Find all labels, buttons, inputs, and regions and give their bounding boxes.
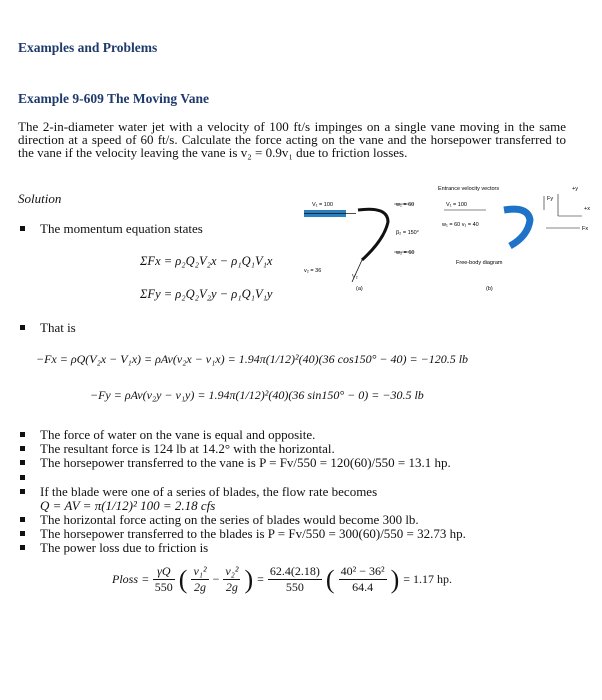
v2-label: v₂ = 36 (304, 268, 322, 274)
equation-power-loss (112, 564, 452, 595)
ploss-result: = 1.17 hp. (403, 572, 453, 586)
w1-label: w₁ = 60 (396, 202, 415, 208)
bullet-momentum (20, 222, 203, 235)
v1-label: V₁ = 100 (312, 202, 333, 208)
bullet-dot (20, 517, 25, 522)
moving-vane-figure (296, 180, 596, 305)
paren-open: ( (178, 564, 188, 594)
bullet-force-equal (20, 428, 315, 441)
v2-vector-label: V₂ (352, 274, 358, 280)
bullet-hp-vane (20, 456, 451, 469)
bullet-power-loss-text: The power loss due to friction is (40, 540, 209, 555)
bullet-hp-blades-text: The horsepower transferred to the blades is P = Fv/550 = 300(60)/550 = 32.73 hp. (40, 526, 466, 541)
fy-label: Fy (547, 196, 554, 202)
bullet-dot (20, 325, 25, 330)
equation-fy-calc: −Fy = ρAv(v₂y − v₁y) = 1.94π(1/12)²(40)(36 sin150° − 0) = −30.5 lb (90, 388, 424, 402)
entrance-w1-v1-label: w₁ = 60 v₁ = 40 (442, 222, 479, 228)
bullet-series-blades-text: If the blade were one of a series of blades, the flow rate becomes (40, 484, 378, 499)
bullet-horizontal-force (20, 513, 419, 526)
bullet-dot (20, 475, 25, 480)
vane-a (358, 209, 388, 260)
entrance-title: Entrance velocity vectors (438, 186, 500, 192)
bullet-that-is-text: That is (40, 320, 76, 335)
equals-sign: = (257, 572, 264, 586)
bullet-dot (20, 446, 25, 451)
example-title: Example 9-609 The Moving Vane (18, 91, 210, 106)
bullet-power-loss (20, 541, 208, 554)
bullet-hp-blades (20, 527, 466, 540)
bullet-series-blades (20, 485, 377, 498)
ploss-v1-fraction: $\frac{\text{v₁²}}{2g}$ (193, 564, 207, 594)
equation-fx-calc: −Fx = ρQ(V₂x − V₁x) = ρAv(v₂x − v₁x) = 1.94π(1/12)²(40)(36 cos150° − 40) = −120.5 lb (36, 352, 469, 366)
fx-label: Fx (582, 226, 589, 232)
bullet-dot (20, 545, 25, 550)
equation-momentum-x: ΣFx = ρ₂Q₂V₂x − ρ₁Q₁V₁x (140, 254, 273, 268)
bullet-that-is (20, 321, 76, 334)
bullet-horizontal-force-text: The horizontal force acting on the series of blades would become 300 lb. (40, 512, 419, 527)
entrance-v1-label: V₁ = 100 (446, 202, 467, 208)
equals-sign: = (142, 572, 149, 586)
bullet-empty (20, 471, 40, 484)
bullet-dot (20, 460, 25, 465)
axis-y-label: +y (572, 186, 578, 192)
equation-momentum-y: ΣFy = ρ₂Q₂V₂y − ρ₁Q₁V₁y (140, 287, 273, 301)
bullet-force-equal-text: The force of water on the vane is equal and opposite. (40, 427, 316, 442)
ploss-gamma-fraction: $\frac{\gamma Q}{550}$ (154, 564, 173, 594)
fbd-title: Free-body diagram (456, 260, 503, 266)
w2-label: w₂ = 60 (396, 250, 415, 256)
flow-rate-line: Q = AV = π(1/12)² 100 = 2.18 cfs (40, 498, 216, 513)
beta-label: β₂ = 150° (396, 230, 419, 236)
bullet-dot (20, 489, 25, 494)
bullet-resultant-text: The resultant force is 124 lb at 14.2° with the horizontal. (40, 441, 335, 456)
bullet-momentum-text: The momentum equation states (40, 221, 203, 236)
solution-label: Solution (18, 191, 62, 206)
paren-open: ( (325, 564, 335, 594)
subfigure-b-label: (b) (486, 286, 493, 292)
ploss-numeric-fraction-2: $\frac{\text{40² − 36²}}{64.4}$ (340, 564, 385, 594)
ploss-lhs: Ploss (112, 572, 139, 586)
minus-sign: − (212, 572, 220, 586)
bullet-dot (20, 432, 25, 437)
bullet-dot (20, 531, 25, 536)
subfigure-a-label: (a) (356, 286, 363, 292)
ploss-v2-fraction: $\frac{\text{v₂²}}{2g}$ (225, 564, 239, 594)
bullet-dot (20, 226, 25, 231)
ploss-numeric-fraction-1: $\frac{62.4(2.18)}{550}$ (269, 564, 320, 594)
bullet-hp-vane-text: The horsepower transferred to the vane is P = Fv/550 = 120(60)/550 = 13.1 hp. (40, 455, 451, 470)
section-title: Examples and Problems (18, 40, 158, 55)
vane-b (504, 209, 530, 246)
axis-x-label: +x (584, 206, 590, 212)
paren-close: ) (390, 564, 400, 594)
bullet-resultant (20, 442, 335, 455)
paren-close: ) (244, 564, 254, 594)
problem-statement: The 2-in-diameter water jet with a velocity of 100 ft/s impinges on a single vane moving in the same direction at a speed of 60 ft/s. Calculate the force acting on the vane and the horsepower transferred to the vane if the velocity leaving the vane is v₂ = 0.9v₁ due to friction losses. (18, 119, 566, 161)
